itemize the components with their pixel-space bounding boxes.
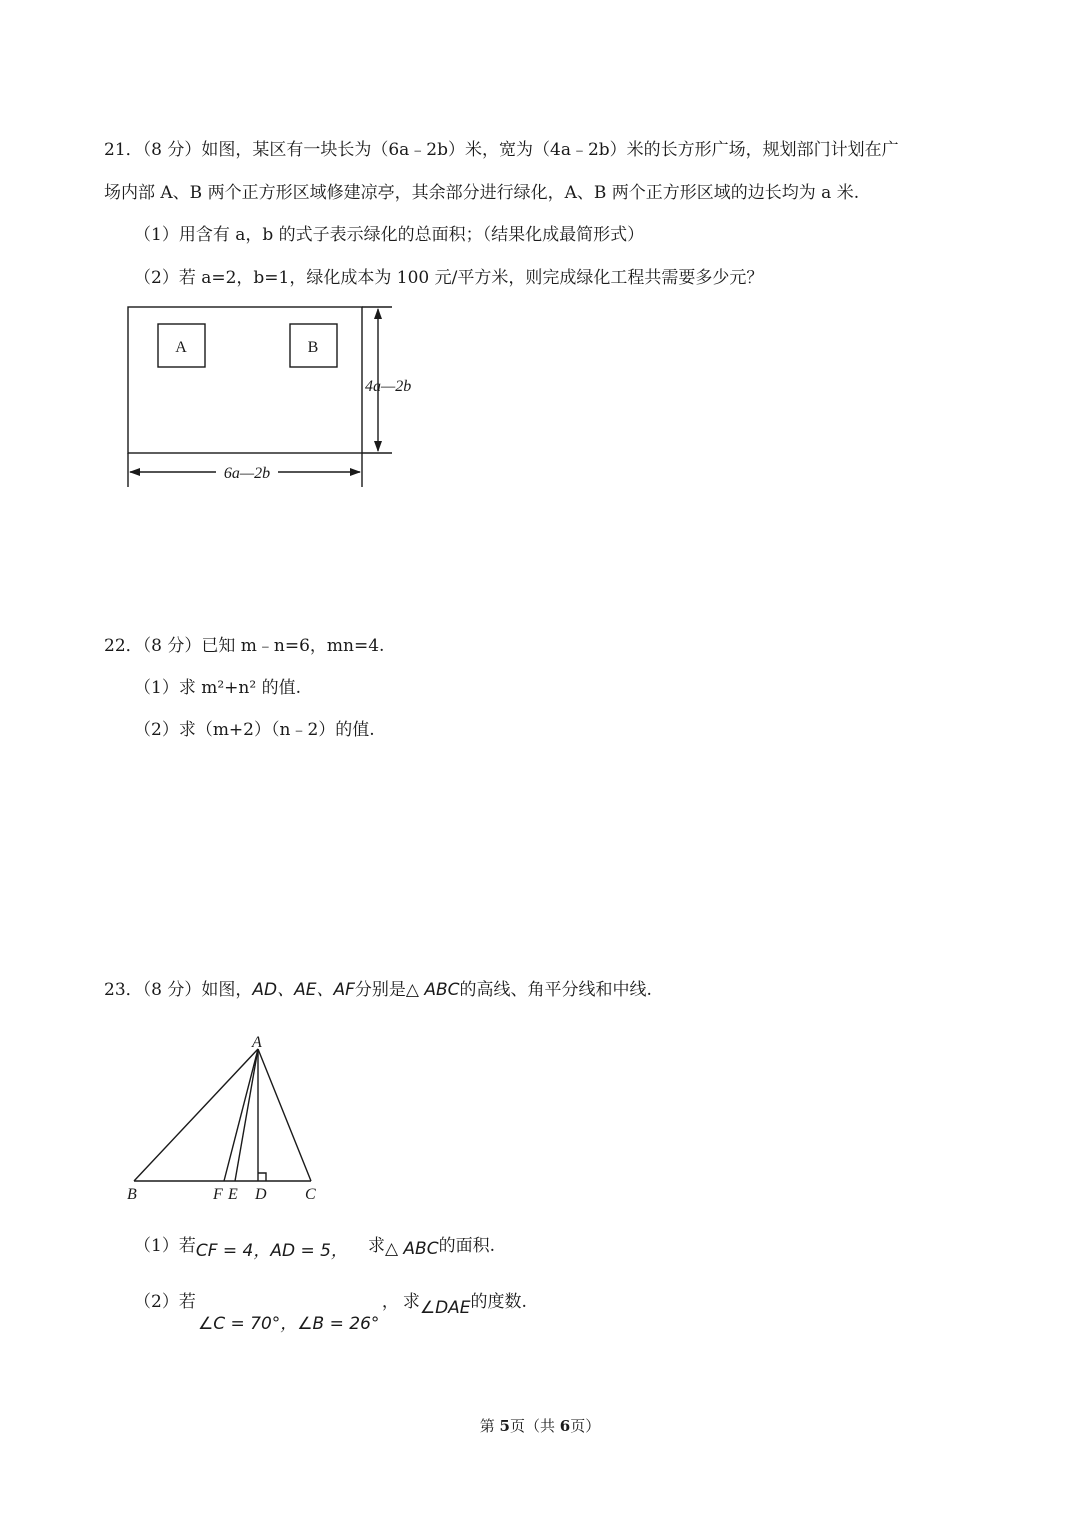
- q23-part2-comma: ，: [381, 1292, 399, 1312]
- q23-part1-suffix: 的面积.: [438, 1236, 495, 1256]
- square-a-label: A: [175, 339, 187, 356]
- q23-triangle-math: △ ABC: [405, 980, 460, 1000]
- footer-page-number: 5: [499, 1417, 510, 1435]
- q23-part2-suffix: 的度数.: [470, 1292, 527, 1312]
- q21-part1: （1）用含有 a，b 的式子表示绿化的总面积；（结果化成最简形式）: [134, 225, 645, 245]
- footer-suffix: 页）: [570, 1417, 601, 1435]
- point-e-label: E: [228, 1186, 238, 1203]
- q23-part1-mid: 求: [367, 1236, 385, 1256]
- q23-line1-mid: 分别是: [354, 980, 406, 1000]
- q23-part2: [134, 1290, 527, 1318]
- q23-line1-suffix: 的高线、角平分线和中线.: [459, 980, 652, 1000]
- q23-part2-prefix: （2）若: [134, 1292, 196, 1312]
- width-label: 6a—2b: [223, 465, 271, 482]
- vertex-c-label: C: [305, 1186, 316, 1203]
- median-af: [224, 1049, 258, 1181]
- q23-part2-math: ∠C = 70°，∠B = 26°: [198, 1314, 380, 1334]
- vertex-b-label: B: [127, 1186, 137, 1203]
- square-b-label: B: [307, 339, 319, 356]
- q22-part2: （2）求（m+2）（n﹣2）的值.: [134, 720, 375, 740]
- q23-part2-angle: ∠DAE: [419, 1298, 471, 1318]
- footer-total-pages: 6: [559, 1417, 571, 1435]
- point-f-label: F: [213, 1186, 223, 1203]
- side-ac: [258, 1049, 311, 1181]
- q22-part1: （1）求 m²+n² 的值.: [134, 678, 301, 698]
- vertex-a-label: A: [252, 1034, 262, 1051]
- q21-line2: 场内部 A、B 两个正方形区域修建凉亭，其余部分进行绿化，A、B 两个正方形区域的边长均为 a 米.: [104, 183, 860, 203]
- q23-segments-math: AD、AE、AF: [252, 980, 355, 1000]
- q23-part1-triangle: △ ABC: [384, 1239, 439, 1259]
- q23-part1-prefix: （1）若: [134, 1236, 196, 1256]
- footer-mid: 页（共: [509, 1417, 560, 1435]
- q22-line1: 22．（8 分）已知 m﹣n=6，mn=4.: [104, 636, 385, 656]
- right-angle-mark: [258, 1173, 266, 1181]
- footer-prefix: 第: [479, 1417, 500, 1435]
- q21-part2: （2）若 a=2，b=1，绿化成本为 100 元/平方米，则完成绿化工程共需要多少元？: [134, 268, 764, 288]
- point-d-label: D: [255, 1186, 267, 1203]
- page-footer: [0, 1415, 1080, 1436]
- side-ab: [134, 1049, 258, 1181]
- q23-part2-mid: 求: [402, 1292, 420, 1312]
- height-label: 4a—2b: [365, 378, 412, 395]
- q23-line1-prefix: 23．（8 分）如图，: [104, 980, 253, 1000]
- q21-line1: 21．（8 分）如图，某区有一块长为（6a﹣2b）米，宽为（4a﹣2b）米的长方形广场，规划部门计划在广: [104, 140, 899, 160]
- q23-part1-math: CF = 4，AD = 5，: [195, 1241, 348, 1261]
- q23-part1: [134, 1234, 495, 1261]
